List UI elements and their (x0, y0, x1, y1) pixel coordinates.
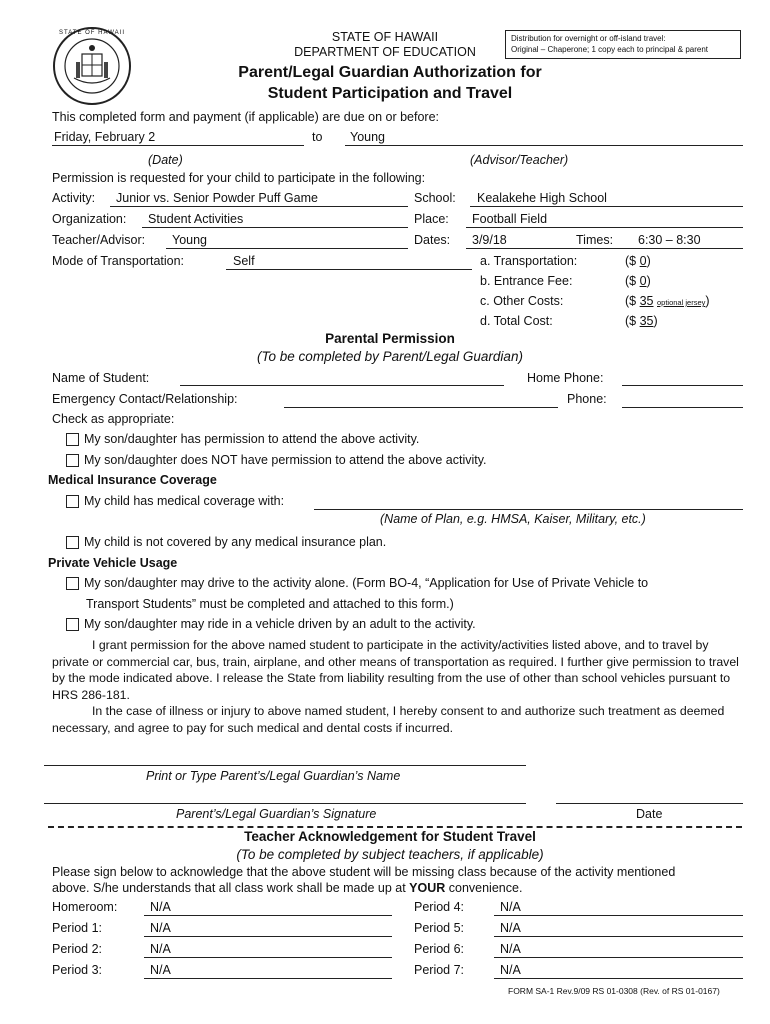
due-date-value: Friday, February 2 (54, 130, 156, 144)
times-value: 6:30 – 8:30 (638, 233, 701, 247)
place-line[interactable] (466, 227, 743, 228)
guardian-name-caption: Print or Type Parent’s/Legal Guardian’s Name (146, 769, 401, 783)
advisor-line[interactable] (345, 145, 743, 146)
dates-value: 3/9/18 (472, 233, 507, 247)
teacher-subheading: (To be completed by subject teachers, if applicable) (236, 847, 544, 862)
vehicle-drive-label-line1: My son/daughter may drive to the activity alone. (Form BO-4, “Application for Use of Private Vehicle to (84, 576, 649, 590)
cost-d-amount: ($ 35) (625, 314, 658, 328)
period-label: Period 2: (52, 942, 103, 956)
teacher-text-line2: above. S/he understands that all class work shall be made up at YOUR convenience. (52, 881, 523, 895)
transport-label: Mode of Transportation: (52, 254, 185, 268)
due-date-line[interactable] (52, 145, 304, 146)
emergency-label: Emergency Contact/Relationship: (52, 392, 238, 406)
vehicle-heading: Private Vehicle Usage (48, 556, 178, 570)
emergency-line[interactable] (284, 407, 558, 408)
medical-covered-label: My child has medical coverage with: (84, 494, 285, 508)
consent-paragraph-2: In the case of illness or injury to above named student, I hereby consent to and authorize such treatment as deemed necessary, and agree to pay for such medical and dental costs if incurred. (52, 704, 725, 735)
teacher-label: Teacher/Advisor: (52, 233, 146, 247)
distribution-line2: Original – Chaperone; 1 copy each to principal & parent (511, 45, 709, 54)
signature-date-line[interactable] (556, 803, 743, 804)
teacher-line[interactable] (166, 248, 408, 249)
parental-heading: Parental Permission (325, 331, 455, 346)
organization-line[interactable] (142, 227, 408, 228)
check-label: Check as appropriate: (52, 412, 175, 426)
permission-no-checkbox[interactable] (66, 454, 79, 467)
form-title-line1: Parent/Legal Guardian Authorization for (238, 64, 542, 81)
form-title-line2: Student Participation and Travel (267, 85, 513, 102)
teacher-heading: Teacher Acknowledgement for Student Travel (244, 829, 536, 844)
period-label: Period 5: (414, 921, 465, 935)
cost-c-label: c. Other Costs: (480, 294, 564, 308)
period-value: N/A (500, 963, 521, 977)
cost-a-amount: ($ 0) (625, 254, 651, 268)
your-emphasis: YOUR (409, 881, 446, 895)
period-value: N/A (150, 900, 171, 914)
permission-yes-label: My son/daughter has permission to attend the above activity. (84, 432, 420, 446)
period-signature-line[interactable] (144, 915, 392, 916)
teacher-text-line1: Please sign below to acknowledge that the above student will be missing class because of the activity mentioned (52, 865, 676, 879)
department-name: DEPARTMENT OF EDUCATION (294, 45, 476, 59)
period-signature-line[interactable] (494, 957, 743, 958)
period-label: Homeroom: (52, 900, 118, 914)
medical-not-covered-label: My child is not covered by any medical insurance plan. (84, 535, 387, 549)
period-label: Period 1: (52, 921, 103, 935)
period-label: Period 4: (414, 900, 465, 914)
times-label: Times: (576, 233, 614, 247)
medical-plan-line[interactable] (314, 509, 743, 510)
period-value: N/A (500, 900, 521, 914)
period-signature-line[interactable] (494, 915, 743, 916)
period-label: Period 3: (52, 963, 103, 977)
place-label: Place: (414, 212, 449, 226)
permission-yes-checkbox[interactable] (66, 433, 79, 446)
cost-d-label: d. Total Cost: (480, 314, 553, 328)
guardian-signature-caption: Parent’s/Legal Guardian’s Signature (176, 807, 377, 821)
dates-label: Dates: (414, 233, 451, 247)
dates-times-line[interactable] (466, 248, 743, 249)
cost-a-value: 0 (639, 254, 647, 268)
medical-heading: Medical Insurance Coverage (48, 473, 217, 487)
organization-label: Organization: (52, 212, 127, 226)
medical-not-covered-checkbox[interactable] (66, 536, 79, 549)
form-id: FORM SA-1 Rev.9/09 RS 01-0308 (Rev. of RS 01-0167) (508, 986, 720, 996)
distribution-box (505, 30, 741, 59)
period-label: Period 6: (414, 942, 465, 956)
home-phone-label: Home Phone: (527, 371, 604, 385)
permission-text: Permission is requested for your child to participate in the following: (52, 171, 426, 185)
cost-c-amount: ($ 35 optional jersey) (625, 294, 710, 308)
medical-covered-checkbox[interactable] (66, 495, 79, 508)
signature-date-caption: Date (636, 807, 663, 821)
school-value: Kealakehe High School (477, 191, 607, 205)
vehicle-drive-checkbox[interactable] (66, 577, 79, 590)
period-signature-line[interactable] (144, 957, 392, 958)
period-value: N/A (500, 921, 521, 935)
guardian-signature-line[interactable] (44, 803, 526, 804)
cost-c-note: optional jersey (657, 298, 706, 307)
guardian-name-line[interactable] (44, 765, 526, 766)
place-value: Football Field (472, 212, 548, 226)
distribution-line1: Distribution for overnight or off-island travel: (511, 34, 666, 43)
transport-value: Self (233, 254, 255, 268)
medical-plan-caption: (Name of Plan, e.g. HMSA, Kaiser, Military, etc.) (380, 512, 646, 526)
cost-c-value: 35 (639, 294, 654, 308)
activity-line[interactable] (110, 206, 408, 207)
date-caption: (Date) (148, 153, 183, 167)
period-value: N/A (150, 921, 171, 935)
period-value: N/A (150, 963, 171, 977)
permission-no-label: My son/daughter does NOT have permission to attend the above activity. (84, 453, 487, 467)
transport-line[interactable] (226, 269, 472, 270)
school-label: School: (414, 191, 456, 205)
cost-b-amount: ($ 0) (625, 274, 651, 288)
period-signature-line[interactable] (144, 936, 392, 937)
state-name: STATE OF HAWAII (331, 30, 439, 44)
phone-label: Phone: (567, 392, 607, 406)
student-name-line[interactable] (180, 385, 504, 386)
student-name-label: Name of Student: (52, 371, 150, 385)
period-signature-line[interactable] (144, 978, 392, 979)
state-seal (52, 26, 132, 106)
section-divider (48, 826, 742, 828)
cost-d-value: 35 (639, 314, 654, 328)
due-text: This completed form and payment (if applicable) are due on or before: (52, 110, 440, 124)
activity-value: Junior vs. Senior Powder Puff Game (116, 191, 318, 205)
activity-label: Activity: (52, 191, 96, 205)
consent-paragraph-1: I grant permission for the above named student to participate in the activity/activities listed above, and to travel by private or commercial car, bus, train, airplane, and other means of transportation as required. I further give permission to travel by the mode indicated above. I release the State from liability resulting from the use of other than school vehicles pursuant to HRS 286-181. (52, 638, 739, 702)
seal-text: STATE OF HAWAII (59, 30, 125, 36)
vehicle-ride-label: My son/daughter may ride in a vehicle driven by an adult to the activity. (84, 617, 476, 631)
parental-subheading: (To be completed by Parent/Legal Guardian) (257, 349, 523, 364)
to-label: to (312, 130, 323, 144)
period-value: N/A (500, 942, 521, 956)
vehicle-ride-checkbox[interactable] (66, 618, 79, 631)
cost-b-value: 0 (639, 274, 647, 288)
period-signature-line[interactable] (494, 936, 743, 937)
vehicle-drive-label-line2: Transport Students” must be completed and attached to this form.) (86, 597, 454, 611)
advisor-value: Young (350, 130, 385, 144)
cost-b-label: b. Entrance Fee: (480, 274, 573, 288)
period-value: N/A (150, 942, 171, 956)
phone-line[interactable] (622, 407, 743, 408)
organization-value: Student Activities (148, 212, 244, 226)
home-phone-line[interactable] (622, 385, 743, 386)
period-signature-line[interactable] (494, 978, 743, 979)
advisor-caption: (Advisor/Teacher) (470, 153, 569, 167)
teacher-value: Young (172, 233, 207, 247)
school-line[interactable] (470, 206, 743, 207)
cost-a-label: a. Transportation: (480, 254, 578, 268)
period-label: Period 7: (414, 963, 465, 977)
